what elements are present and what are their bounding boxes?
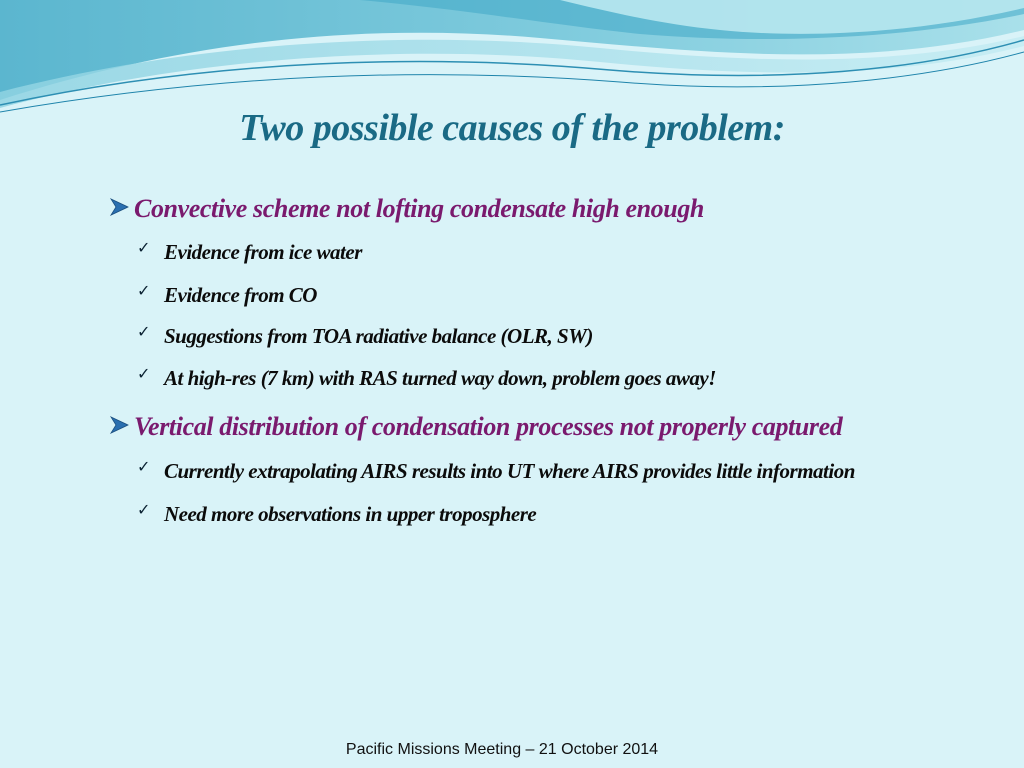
sub-bullet-text: Evidence from ice water: [164, 240, 362, 264]
sub-bullet-text: At high-res (7 km) with RAS turned way down, problem goes away!: [164, 366, 716, 390]
sub-bullet-item: [137, 366, 716, 394]
sub-bullet-text: Suggestions from TOA radiative balance (OLR, SW): [164, 324, 593, 348]
bullet-item: [108, 412, 842, 448]
bullet-item: [108, 194, 704, 230]
check-bullet-icon: ✓: [137, 366, 151, 383]
arrow-bullet-icon: [108, 196, 134, 218]
sub-bullet-item: [137, 459, 855, 487]
slide-footer: Pacific Missions Meeting – 21 October 2014: [345, 741, 659, 758]
check-bullet-icon: ✓: [137, 324, 151, 341]
check-bullet-icon: ✓: [137, 283, 151, 300]
check-bullet-icon: ✓: [137, 240, 151, 257]
sub-bullet-item: [137, 502, 536, 530]
sub-bullet-text: Need more observations in upper troposphere: [164, 502, 537, 526]
check-bullet-icon: ✓: [137, 459, 151, 476]
slide-title: Two possible causes of the problem:: [239, 107, 785, 149]
sub-bullet-text: Currently extrapolating AIRS results into UT where AIRS provides little information: [164, 459, 855, 483]
check-bullet-icon: ✓: [137, 502, 151, 519]
bullet-text: Convective scheme not lofting condensate high enough: [134, 194, 704, 223]
arrow-bullet-icon: [108, 414, 134, 436]
sub-bullet-item: [137, 283, 317, 311]
sub-bullet-text: Evidence from CO: [164, 283, 317, 307]
sub-bullet-item: [137, 324, 593, 352]
sub-bullet-item: [137, 240, 362, 268]
bullet-text: Vertical distribution of condensation processes not properly captured: [134, 412, 843, 441]
